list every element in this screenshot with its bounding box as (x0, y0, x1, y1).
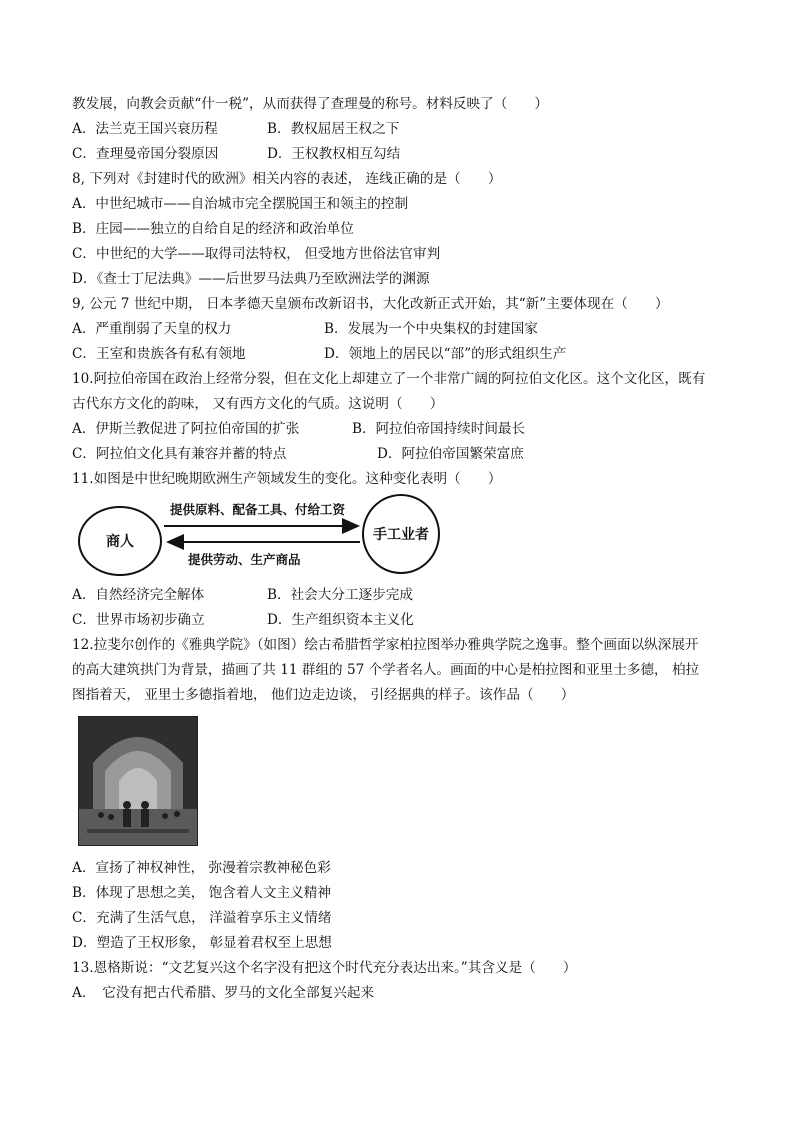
option-7b[interactable]: B．教权屈居王权之下 (267, 121, 400, 137)
question-10-options-row-2 (72, 442, 732, 467)
question-8-stem: 8, 下列对《封建时代的欧洲》相关内容的表述， 连线正确的是（ ） (72, 171, 502, 187)
question-11-stem: 11.如图是中世纪晚期欧洲生产领域发生的变化。这种变化表明（ ） (72, 471, 502, 487)
question-11-options-row-2 (72, 608, 732, 633)
question-9-stem: 9, 公元 7 世纪中期， 日本孝德天皇颁布改新诏书，大化改新正式开始，其“新”主要体现在（ ） (72, 296, 669, 312)
question-7-options-row-1 (72, 117, 732, 142)
question-9-options-row-1 (72, 317, 732, 342)
option-13a[interactable]: A． 它没有把古代希腊、罗马的文化全部复兴起来 (72, 985, 375, 1001)
top-arrow-label: 提供原料、配备工具、付给工资 (170, 502, 346, 517)
question-11-options-row-1 (72, 583, 732, 608)
school-of-athens-image (78, 716, 198, 846)
option-12d[interactable]: D．塑造了王权形象， 彰显着君权至上思想 (72, 935, 332, 951)
option-11b[interactable]: B．社会大分工逐步完成 (267, 587, 413, 603)
question-10-stem-1: 10.阿拉伯帝国在政治上经常分裂，但在文化上却建立了一个非常广阔的阿拉伯文化区。这个文化区，既有 (72, 371, 706, 387)
option-12b[interactable]: B．体现了思想之美， 饱含着人文主义精神 (72, 885, 331, 901)
option-9d[interactable]: D．领地上的居民以“部”的形式组织生产 (324, 346, 567, 362)
question-10-options-row-1 (72, 417, 732, 442)
question-7-stem-end: 教发展，向教会贡献“什一税”，从而获得了查理曼的称号。材料反映了（ ） (72, 96, 549, 112)
option-7d[interactable]: D．王权教权相互勾结 (267, 146, 401, 162)
question-10-stem-2: 古代东方文化的韵味， 又有西方文化的气质。这说明（ ） (72, 396, 444, 412)
option-11d[interactable]: D．生产组织资本主义化 (267, 612, 414, 628)
option-9a[interactable]: A．严重削弱了天皇的权力 (72, 321, 232, 337)
option-7c[interactable]: C．查理曼帝国分裂原因 (72, 146, 219, 162)
option-8b[interactable]: B．庄园——独立的自给自足的经济和政治单位 (72, 221, 354, 237)
option-8c[interactable]: C．中世纪的大学——取得司法特权， 但受地方世俗法官审判 (72, 246, 441, 262)
question-7-options-row-2 (72, 142, 732, 167)
question-12-stem-2: 的高大建筑拱门为背景，描画了共 11 群组的 57 个学者名人。画面的中心是柏拉图和亚里士多德， 柏拉 (72, 662, 700, 678)
option-10a[interactable]: A．伊斯兰教促进了阿拉伯帝国的扩张 (72, 421, 300, 437)
option-11c[interactable]: C．世界市场初步确立 (72, 612, 205, 628)
painting-sketch (79, 717, 197, 845)
option-9c[interactable]: C．王室和贵族各有私有领地 (72, 346, 246, 362)
option-12c[interactable]: C．充满了生活气息， 洋溢着享乐主义情绪 (72, 910, 332, 926)
merchant-artisan-diagram (78, 494, 458, 580)
option-8d[interactable]: D．《查士丁尼法典》——后世罗马法典乃至欧洲法学的渊源 (72, 271, 430, 287)
question-12-stem-1: 12.拉斐尔创作的《雅典学院》（如图）绘古希腊哲学家柏拉图举办雅典学院之逸事。整个画面以纵深展开 (72, 637, 699, 653)
option-11a[interactable]: A．自然经济完全解体 (72, 587, 205, 603)
question-13-stem: 13.恩格斯说：“文艺复兴这个名字没有把这个时代充分表达出来。”其含义是（ ） (72, 960, 577, 976)
option-10c[interactable]: C．阿拉伯文化具有兼容并蓄的特点 (72, 446, 287, 462)
question-12-stem-3: 图指着天， 亚里士多德指着地， 他们边走边谈， 引经据典的样子。该作品（ ） (72, 687, 575, 703)
option-7a[interactable]: A．法兰克王国兴衰历程 (72, 121, 218, 137)
option-9b[interactable]: B．发展为一个中央集权的封建国家 (324, 321, 538, 337)
artisan-node: 手工业者 (362, 494, 440, 574)
option-10b[interactable]: B．阿拉伯帝国持续时间最长 (352, 421, 526, 437)
merchant-node: 商人 (78, 506, 162, 576)
question-9-options-row-2 (72, 342, 732, 367)
option-10d[interactable]: D．阿拉伯帝国繁荣富庶 (377, 446, 524, 462)
option-8a[interactable]: A．中世纪城市——自治城市完全摆脱国王和领主的控制 (72, 196, 409, 212)
option-12a[interactable]: A．宣扬了神权神性， 弥漫着宗教神秘色彩 (72, 860, 331, 876)
bottom-arrow-label: 提供劳动、生产商品 (188, 552, 301, 567)
exam-page (72, 92, 732, 1006)
